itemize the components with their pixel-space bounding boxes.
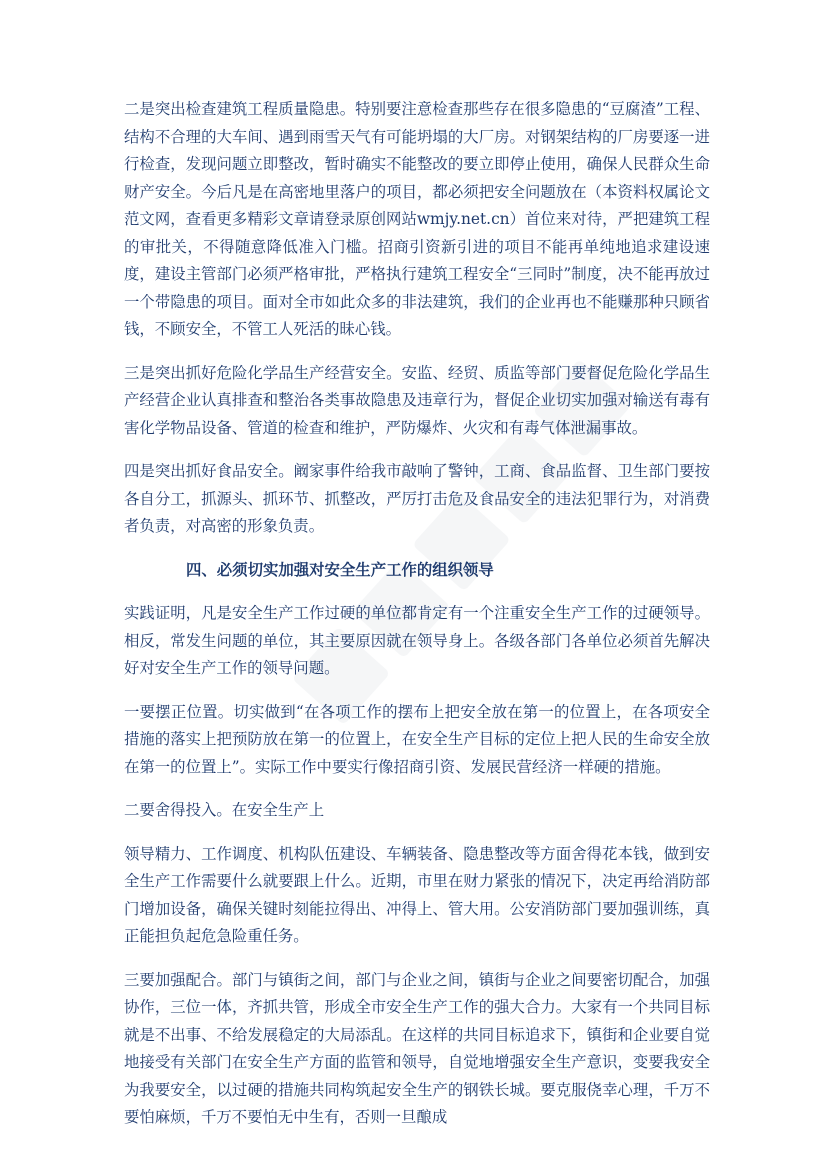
paragraph-chemical-safety: 三是突出抓好危险化学品生产经营安全。安监、经贸、质监等部门要督促危险化学品生产经营企业认真排查和整治各类事故隐患及违章行为，督促企业切实加强对输送有毒有害化学物品设备、管道的检查和维护，严防爆炸、火灾和有毒气体泄漏事故。	[124, 363, 710, 437]
paragraph-food-safety: 四是突出抓好食品安全。阚家事件给我市敲响了警钟，工商、食品监督、卫生部门要按各自分工，抓源头、抓环节、抓整改，严厉打击危及食品安全的违法犯罪行为，对消费者负责，对高密的形象负责。	[124, 462, 710, 535]
paragraph-investment-intro: 二要舍得投入。在安全生产上	[124, 801, 325, 819]
paragraph-building-safety: 二是突出检查建筑工程质量隐患。特别要注意检查那些存在很多隐患的“豆腐渣”工程、结构不合理的大车间、遇到雨雪天气有可能坍塌的大厂房。对钢架结构的厂房要逐一进行检查，发现问题立即整改，暂时确实不能整改的要立即停止使用，确保人民群众生命财产安全。今后凡是在高密地里落户的项目，都必须把安全问题放在（本资料权属论文范文网，查看更多精彩文章请登录原创网站wmjy.net.cn）首位来对待，严把建筑工程的审批关，不得随意降低准入门槛。招商引资新引进的项目不能再单纯地追求建设速度，建设主管部门必须严格审批，严格执行建筑工程安全“三同时”制度，决不能再放过一个带隐患的项目。面对全市如此众多的非法建筑，我们的企业再也不能赚那种只顾省钱，不顾安全，不管工人死活的昧心钱。	[124, 100, 710, 338]
paragraph-coordination: 三要加强配合。部门与镇街之间，部门与企业之间，镇街与企业之间要密切配合，加强协作，三位一体，齐抓共管，形成全市安全生产工作的强大合力。大家有一个共同目标就是不出事、不给发展稳定的大局添乱。在这样的共同目标追求下，镇街和企业要自觉地接受有关部门在安全生产方面的监管和领导，自觉地增强安全生产意识，变要我安全为我要安全，以过硬的措施共同构筑起安全生产的钢铁长城。要克服侥幸心理，千万不要怕麻烦，千万不要怕无中生有，否则一旦酿成	[124, 970, 710, 1126]
section-heading: 四、必须切实加强对安全生产工作的组织领导	[186, 560, 494, 579]
document-body	[124, 96, 710, 1148]
paragraph-leadership-proof: 实践证明，凡是安全生产工作过硬的单位都肯定有一个注重安全生产工作的过硬领导。相反，常发生问题的单位，其主要原因就在领导身上。各级各部门各单位必须首先解决好对安全生产工作的领导问题。	[124, 604, 710, 677]
paragraph-position: 一要摆正位置。切实做到“在各项工作的摆布上把安全放在第一的位置上，在各项安全措施的落实上把预防放在第一的位置上，在安全生产目标的定位上把人民的生命安全放在第一的位置上”。实际工作中要实行像招商引资、发展民营经济一样硬的措施。	[124, 702, 710, 776]
paragraph-investment-detail: 领导精力、工作调度、机构队伍建设、车辆装备、隐患整改等方面舍得花本钱，做到安全生产工作需要什么就要跟上什么。近期，市里在财力紧张的情况下，决定再给消防部门增加设备，确保关键时刻能拉得出、冲得上、管大用。公安消防部门要加强训练，真正能担负起危急险重任务。	[124, 844, 710, 945]
